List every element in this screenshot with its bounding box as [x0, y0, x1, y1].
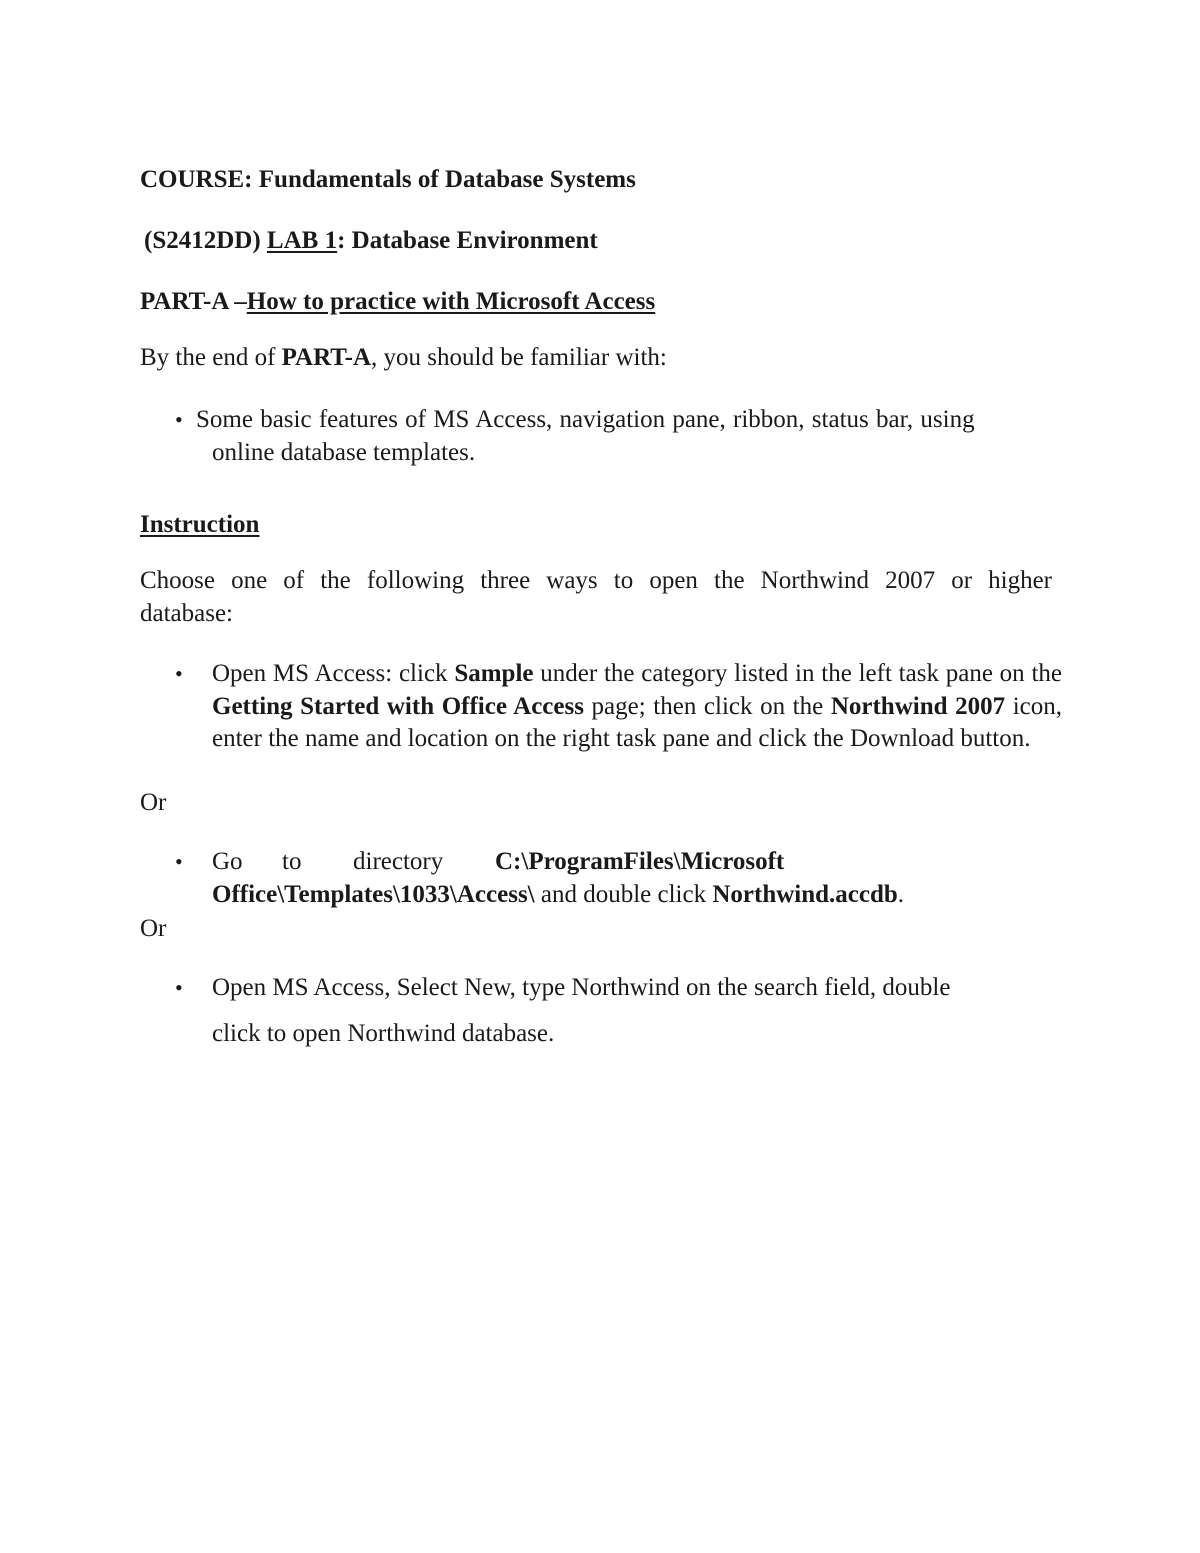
intro-after: , you should be familiar with:	[371, 344, 667, 371]
option2-word-directory: directory	[353, 848, 444, 875]
part-prefix: PART-A –	[140, 288, 247, 315]
lab-title: Database Environment	[351, 227, 598, 254]
option1-bullet-symbol: •	[175, 661, 183, 686]
option1-bold-sample: Sample	[454, 660, 534, 687]
intro-before: By the end of	[140, 344, 282, 371]
features-bullet-symbol: •	[175, 407, 183, 432]
lab-label: LAB 1	[266, 227, 338, 254]
option1-bold-getting-started: Getting Started with Office Access	[212, 692, 584, 720]
instruction-heading: Instruction	[140, 511, 260, 538]
option2-path-part2: Office\Templates\1033\Access\	[212, 881, 535, 908]
option1-text-1: Open MS Access: click	[212, 660, 455, 687]
option2-path-part1: C:\ProgramFiles\Microsoft	[495, 848, 785, 875]
or-separator-1: Or	[140, 789, 167, 816]
part-title: How to practice with Microsoft Access	[246, 288, 656, 315]
course-label: COURSE:	[140, 166, 253, 193]
intro-bold: PART-A	[281, 344, 372, 371]
option2-text-end: .	[897, 881, 905, 908]
lab-colon: :	[337, 227, 346, 254]
option2-line-2	[212, 879, 904, 911]
option3-line-2: click to open Northwind database.	[212, 1020, 555, 1047]
part-line	[140, 286, 655, 318]
option2-bullet-symbol: •	[175, 849, 183, 874]
option2-text-mid: and double click	[534, 881, 713, 908]
option1-text-2: under the category listed in the left task pane on the	[533, 660, 1062, 687]
choose-paragraph: Choose one of the following three ways to open the Northwind 2007 or higher database:	[140, 567, 1052, 627]
option1-paragraph	[212, 658, 1062, 756]
option1-text-4: icon, enter the name and location on the right task pane and click the Download button.	[212, 692, 1062, 752]
lab-code: (S2412DD)	[144, 227, 261, 254]
course-line	[140, 164, 636, 196]
or-separator-2: Or	[140, 915, 167, 942]
option2-word-go: Go	[212, 848, 243, 875]
features-line-2: online database templates.	[212, 439, 476, 466]
features-line-1: Some basic features of MS Access, navigation pane, ribbon, status bar, using	[196, 406, 975, 433]
intro-line	[140, 342, 667, 374]
option1-bold-northwind: Northwind 2007	[830, 692, 1006, 720]
option1-text-3: page; then click on the	[583, 692, 831, 720]
option2-file: Northwind.accdb	[712, 881, 898, 908]
course-name: Fundamentals of Database Systems	[258, 166, 636, 193]
option3-bullet-symbol: •	[175, 975, 183, 1000]
lab-line	[144, 225, 598, 257]
option2-word-to: to	[282, 848, 302, 875]
option3-line-1: Open MS Access, Select New, type Northwind on the search field, double	[212, 974, 951, 1001]
